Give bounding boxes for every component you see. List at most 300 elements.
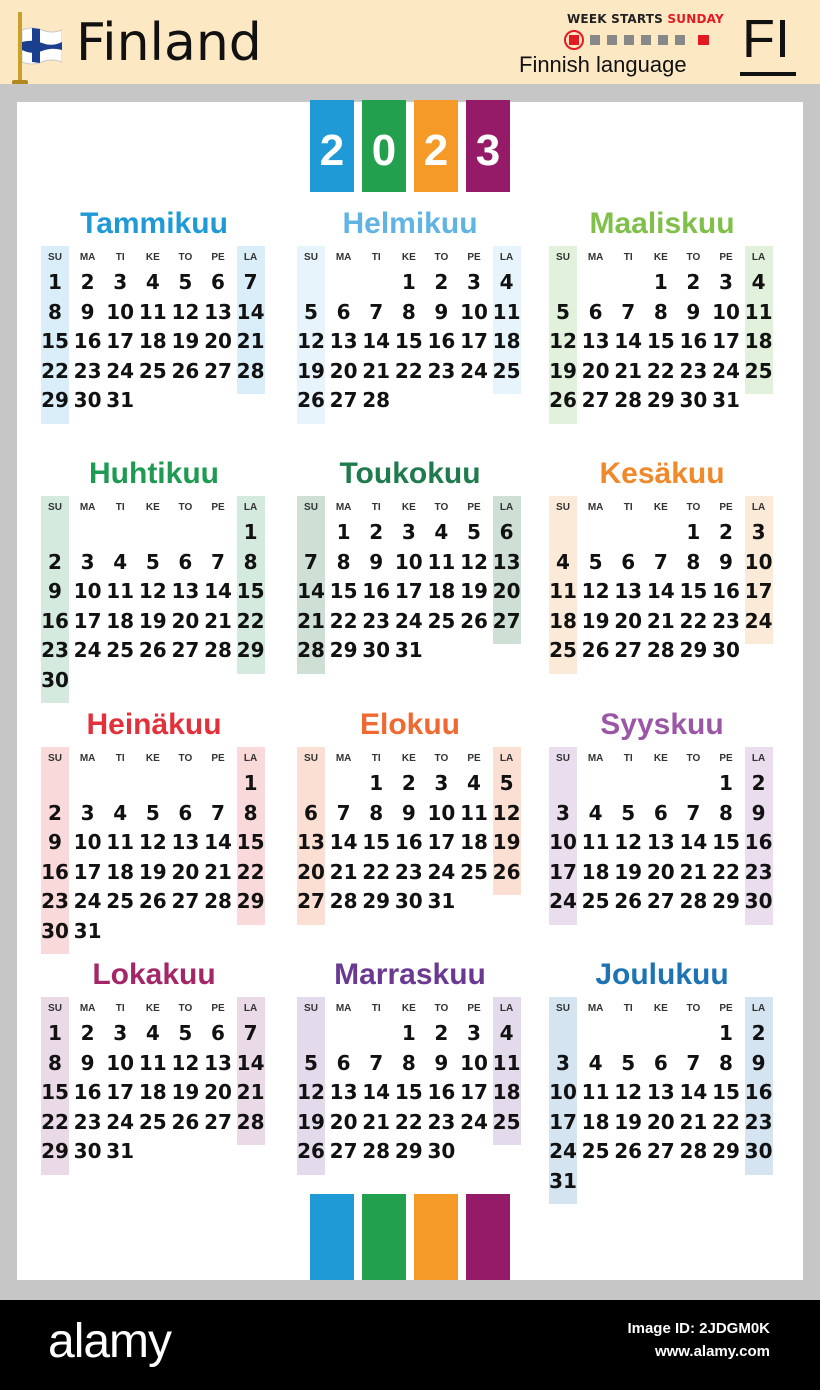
day-cell: 10 <box>712 299 740 324</box>
weekday-label: TO <box>686 1003 701 1014</box>
day-cell: 31 <box>712 388 740 412</box>
weekday-label: KE <box>401 502 416 513</box>
day-cell: 10 <box>427 800 456 825</box>
weekday-label: MA <box>335 252 352 263</box>
weekday-label: SU <box>48 252 62 263</box>
day-cell: 10 <box>73 830 102 854</box>
weekday-label: SU <box>304 502 318 513</box>
weekday-label: PE <box>211 252 225 263</box>
month-title: Marraskuu <box>334 958 486 991</box>
day-cell: 9 <box>401 800 416 825</box>
day-cell: 29 <box>712 889 740 913</box>
weekday-label: LA <box>751 1003 766 1014</box>
day-cell: 19 <box>492 830 521 854</box>
day-cell: 5 <box>145 800 160 825</box>
day-cell: 6 <box>211 270 225 294</box>
weekday-label: SU <box>48 1003 62 1014</box>
week-starts-day: SUNDAY <box>667 12 724 26</box>
day-cell: 29 <box>41 1139 69 1163</box>
day-cell: 30 <box>712 638 740 662</box>
day-cell: 16 <box>41 608 69 633</box>
day-cell: 24 <box>394 608 423 633</box>
weekday-label: PE <box>719 502 733 513</box>
month-helmikuu <box>297 206 531 442</box>
month-title: Tammikuu <box>80 207 228 240</box>
day-cell: 26 <box>297 1139 325 1163</box>
day-cell: 7 <box>621 299 636 324</box>
site-url: www.alamy.com <box>654 1343 770 1360</box>
day-cell: 23 <box>73 358 102 383</box>
day-cell: 5 <box>588 549 603 574</box>
day-cell: 19 <box>171 1080 200 1104</box>
month-elokuu <box>297 707 531 943</box>
day-cell: 20 <box>204 1080 232 1104</box>
day-cell: 10 <box>460 1050 488 1075</box>
day-cell: 20 <box>204 329 232 353</box>
day-cell: 13 <box>646 830 675 854</box>
weekday-label: MA <box>79 252 96 263</box>
day-cell: 24 <box>549 1139 577 1163</box>
day-cell: 4 <box>588 1050 603 1075</box>
day-cell: 23 <box>41 889 69 913</box>
day-cell: 20 <box>171 608 200 633</box>
day-cell: 13 <box>492 549 521 574</box>
day-cell: 28 <box>236 1109 265 1134</box>
day-cell: 13 <box>171 579 200 603</box>
weekday-label: SU <box>556 252 570 263</box>
weekday-label: SU <box>304 252 318 263</box>
day-cell: 6 <box>336 299 351 324</box>
week-start-indicator-icon <box>564 30 714 50</box>
day-cell: 28 <box>614 388 643 412</box>
day-cell: 21 <box>679 1109 708 1134</box>
day-cell: 11 <box>492 299 521 324</box>
day-cell: 1 <box>336 520 351 544</box>
day-cell: 11 <box>581 830 610 854</box>
day-cell: 22 <box>394 1109 423 1134</box>
day-cell: 9 <box>686 299 701 324</box>
month-title: Kesäkuu <box>599 457 725 490</box>
weekday-label: TO <box>686 502 701 513</box>
day-cell: 10 <box>744 549 773 574</box>
day-cell: 27 <box>329 1139 358 1163</box>
day-cell: 21 <box>297 608 325 633</box>
day-cell: 6 <box>336 1050 351 1075</box>
weekday-label: TI <box>115 1003 125 1014</box>
weekday-label: TO <box>434 1003 449 1014</box>
day-cell: 31 <box>394 638 423 662</box>
day-cell: 19 <box>549 358 577 383</box>
day-cell: 13 <box>329 1080 358 1104</box>
day-cell: 19 <box>138 859 167 884</box>
weekday-label: SU <box>556 753 570 764</box>
day-cell: 22 <box>712 1109 740 1134</box>
day-cell: 30 <box>744 1139 773 1163</box>
day-cell: 30 <box>427 1139 456 1163</box>
weekday-label: MA <box>587 1003 604 1014</box>
day-cell: 2 <box>369 520 384 544</box>
day-cell: 29 <box>712 1139 740 1163</box>
day-cell: 26 <box>138 638 167 662</box>
day-cell: 23 <box>712 608 740 633</box>
day-cell: 17 <box>744 579 773 603</box>
day-cell: 8 <box>48 299 62 324</box>
day-cell: 30 <box>394 889 423 913</box>
day-cell: 14 <box>646 579 675 603</box>
day-cell: 17 <box>427 830 456 854</box>
day-cell: 2 <box>80 270 95 294</box>
day-cell: 17 <box>106 329 135 353</box>
day-cell: 24 <box>427 859 456 884</box>
day-cell: 15 <box>679 579 708 603</box>
day-cell: 24 <box>712 358 740 383</box>
day-cell: 10 <box>394 549 423 574</box>
day-cell: 18 <box>427 579 456 603</box>
day-cell: 30 <box>73 1139 102 1163</box>
day-cell: 15 <box>236 579 265 603</box>
day-cell: 24 <box>73 889 102 913</box>
week-starts-label <box>567 12 724 26</box>
weekday-label: TO <box>686 753 701 764</box>
day-cell: 28 <box>204 889 232 913</box>
day-cell: 27 <box>171 638 200 662</box>
day-cell: 30 <box>362 638 391 662</box>
day-cell: 22 <box>41 358 69 383</box>
day-cell: 23 <box>73 1109 102 1134</box>
day-cell: 19 <box>297 358 325 383</box>
day-cell: 4 <box>145 1021 160 1045</box>
day-cell: 29 <box>41 388 69 412</box>
brand-logo: alamy <box>48 1315 172 1368</box>
day-cell: 2 <box>719 520 733 544</box>
day-cell: 24 <box>460 358 488 383</box>
day-cell: 17 <box>460 329 488 353</box>
day-cell: 14 <box>236 299 265 324</box>
weekday-label: LA <box>751 502 766 513</box>
weekday-label: MA <box>587 753 604 764</box>
day-cell: 16 <box>427 1080 456 1104</box>
day-cell: 17 <box>712 329 740 353</box>
day-cell: 2 <box>434 1021 449 1045</box>
day-cell: 17 <box>394 579 423 603</box>
day-cell: 25 <box>106 889 135 913</box>
weekday-label: MA <box>79 1003 96 1014</box>
day-cell: 25 <box>460 859 488 884</box>
weekday-label: KE <box>653 1003 668 1014</box>
day-cell: 3 <box>113 270 128 294</box>
day-cell: 16 <box>73 1080 102 1104</box>
month-lokakuu <box>41 957 275 1193</box>
day-cell: 30 <box>41 667 69 692</box>
day-cell: 27 <box>646 889 675 913</box>
day-cell: 6 <box>499 520 514 544</box>
weekday-label: KE <box>653 502 668 513</box>
day-cell: 16 <box>744 830 773 854</box>
day-cell: 6 <box>653 800 668 825</box>
day-cell: 8 <box>686 549 701 574</box>
month-title: Joulukuu <box>595 958 729 991</box>
weekday-label: MA <box>587 502 604 513</box>
day-cell: 13 <box>614 579 643 603</box>
day-cell: 12 <box>581 579 610 603</box>
day-cell: 11 <box>581 1080 610 1104</box>
day-cell: 10 <box>106 299 135 324</box>
day-cell: 28 <box>362 1139 391 1163</box>
day-cell: 14 <box>204 579 232 603</box>
weekday-label: MA <box>79 753 96 764</box>
day-cell: 22 <box>236 608 265 633</box>
day-cell: 18 <box>106 608 135 633</box>
day-cell: 3 <box>80 549 95 574</box>
day-cell: 27 <box>581 388 610 412</box>
day-cell: 13 <box>204 1050 232 1075</box>
day-cell: 14 <box>329 830 358 854</box>
day-cell: 2 <box>751 771 766 795</box>
day-cell: 23 <box>744 859 773 884</box>
day-cell: 15 <box>362 830 391 854</box>
week-starts-prefix: WEEK STARTS <box>567 12 664 26</box>
day-cell: 7 <box>686 1050 701 1075</box>
weekday-label: MA <box>335 502 352 513</box>
day-cell: 16 <box>679 329 708 353</box>
weekday-label: LA <box>243 1003 258 1014</box>
day-cell: 10 <box>549 830 577 854</box>
day-cell: 23 <box>744 1109 773 1134</box>
day-cell: 15 <box>646 329 675 353</box>
day-cell: 25 <box>492 358 521 383</box>
day-cell: 21 <box>646 608 675 633</box>
day-cell: 20 <box>492 579 521 603</box>
day-cell: 7 <box>304 549 318 574</box>
weekday-label: SU <box>48 753 62 764</box>
day-cell: 21 <box>362 1109 391 1134</box>
day-cell: 26 <box>138 889 167 913</box>
day-cell: 2 <box>48 549 62 574</box>
day-cell: 1 <box>369 771 384 795</box>
day-cell: 16 <box>712 579 740 603</box>
day-cell: 15 <box>41 1080 69 1104</box>
day-cell: 28 <box>679 1139 708 1163</box>
day-cell: 6 <box>178 800 193 825</box>
day-cell: 28 <box>297 638 325 662</box>
weekday-label: LA <box>499 252 514 263</box>
weekday-label: KE <box>401 252 416 263</box>
day-cell: 29 <box>679 638 708 662</box>
day-cell: 11 <box>549 579 577 603</box>
year-color-bar <box>310 1194 354 1280</box>
day-cell: 8 <box>336 549 351 574</box>
day-cell: 9 <box>751 1050 766 1075</box>
day-cell: 20 <box>646 859 675 884</box>
weekday-label: KE <box>145 502 160 513</box>
country-code: FI <box>742 9 790 69</box>
weekday-label: TO <box>434 252 449 263</box>
finland-flag-icon <box>22 26 62 66</box>
month-title: Elokuu <box>359 708 460 741</box>
day-cell: 1 <box>686 520 701 544</box>
day-cell: 26 <box>581 638 610 662</box>
day-cell: 11 <box>492 1050 521 1075</box>
day-cell: 9 <box>434 1050 449 1075</box>
day-cell: 8 <box>369 800 384 825</box>
weekday-label: SU <box>48 502 62 513</box>
day-cell: 5 <box>556 299 570 324</box>
day-cell: 19 <box>138 608 167 633</box>
day-cell: 4 <box>145 270 160 294</box>
day-cell: 3 <box>401 520 416 544</box>
day-cell: 11 <box>460 800 488 825</box>
day-cell: 6 <box>653 1050 668 1075</box>
day-cell: 5 <box>304 299 318 324</box>
day-cell: 12 <box>549 329 577 353</box>
weekday-label: PE <box>719 252 733 263</box>
weekday-label: KE <box>145 252 160 263</box>
day-cell: 21 <box>362 358 391 383</box>
day-cell: 3 <box>467 270 481 294</box>
day-cell: 31 <box>106 1139 135 1163</box>
day-cell: 15 <box>712 1080 740 1104</box>
day-cell: 2 <box>80 1021 95 1045</box>
day-cell: 6 <box>178 549 193 574</box>
year-color-bar <box>362 1194 406 1280</box>
day-cell: 7 <box>369 299 384 324</box>
day-cell: 1 <box>719 1021 733 1045</box>
day-cell: 18 <box>138 329 167 353</box>
day-cell: 18 <box>744 329 773 353</box>
day-cell: 27 <box>297 889 325 913</box>
weekday-label: TI <box>371 502 381 513</box>
weekday-label: SU <box>304 753 318 764</box>
weekday-label: TI <box>115 753 125 764</box>
day-cell: 25 <box>581 1139 610 1163</box>
day-cell: 9 <box>48 830 62 854</box>
day-cell: 28 <box>204 638 232 662</box>
watermark-footer <box>0 1300 820 1390</box>
day-cell: 25 <box>549 638 577 662</box>
day-cell: 29 <box>394 1139 423 1163</box>
day-cell: 14 <box>204 830 232 854</box>
weekday-label: KE <box>653 753 668 764</box>
weekday-label: PE <box>467 1003 481 1014</box>
weekday-label: SU <box>556 502 570 513</box>
weekday-label: SU <box>304 1003 318 1014</box>
day-cell: 22 <box>329 608 358 633</box>
day-cell: 23 <box>427 1109 456 1134</box>
day-cell: 30 <box>679 388 708 412</box>
day-cell: 16 <box>41 859 69 884</box>
day-cell: 3 <box>80 800 95 825</box>
day-cell: 30 <box>73 388 102 412</box>
weekday-label: TI <box>115 252 125 263</box>
day-cell: 31 <box>427 889 456 913</box>
day-cell: 28 <box>236 358 265 383</box>
day-cell: 1 <box>401 270 416 294</box>
month-heinäkuu <box>41 707 275 943</box>
day-cell: 10 <box>549 1080 577 1104</box>
day-cell: 30 <box>744 889 773 913</box>
day-cell: 10 <box>460 299 488 324</box>
day-cell: 8 <box>719 1050 733 1075</box>
weekday-label: KE <box>401 1003 416 1014</box>
day-cell: 13 <box>329 329 358 353</box>
day-cell: 16 <box>427 329 456 353</box>
month-title: Toukokuu <box>339 457 481 490</box>
day-cell: 14 <box>297 579 325 603</box>
weekday-label: TI <box>623 753 633 764</box>
year-digit: 3 <box>466 100 510 192</box>
day-cell: 4 <box>499 1021 514 1045</box>
weekday-label: KE <box>653 252 668 263</box>
day-cell: 22 <box>236 859 265 884</box>
day-cell: 25 <box>744 358 773 383</box>
day-cell: 12 <box>614 1080 643 1104</box>
day-cell: 1 <box>401 1021 416 1045</box>
day-cell: 16 <box>744 1080 773 1104</box>
day-cell: 5 <box>621 1050 636 1075</box>
day-cell: 20 <box>614 608 643 633</box>
day-cell: 29 <box>329 638 358 662</box>
day-cell: 12 <box>297 1080 325 1104</box>
day-cell: 8 <box>48 1050 62 1075</box>
day-cell: 1 <box>243 771 258 795</box>
year-color-bar <box>414 1194 458 1280</box>
day-cell: 14 <box>362 329 391 353</box>
day-cell: 30 <box>41 918 69 943</box>
day-cell: 14 <box>679 1080 708 1104</box>
day-cell: 22 <box>41 1109 69 1134</box>
day-cell: 22 <box>679 608 708 633</box>
day-cell: 20 <box>646 1109 675 1134</box>
day-cell: 12 <box>492 800 521 825</box>
day-cell: 5 <box>178 270 193 294</box>
month-title: Syyskuu <box>600 708 724 741</box>
day-cell: 23 <box>362 608 391 633</box>
month-tammikuu <box>41 206 275 442</box>
day-cell: 12 <box>138 579 167 603</box>
day-cell: 21 <box>329 859 358 884</box>
day-cell: 3 <box>434 771 449 795</box>
day-cell: 26 <box>549 388 577 412</box>
language-label: Finnish language <box>519 52 687 77</box>
weekday-label: TI <box>371 753 381 764</box>
day-cell: 19 <box>581 608 610 633</box>
month-title: Maaliskuu <box>589 207 735 240</box>
weekday-label: TI <box>623 252 633 263</box>
day-cell: 26 <box>171 1109 200 1134</box>
day-cell: 20 <box>581 358 610 383</box>
day-cell: 18 <box>138 1080 167 1104</box>
day-cell: 26 <box>460 608 488 633</box>
day-cell: 28 <box>329 889 358 913</box>
day-cell: 2 <box>48 800 62 825</box>
day-cell: 14 <box>362 1080 391 1104</box>
weekday-label: PE <box>211 502 225 513</box>
weekday-label: LA <box>751 753 766 764</box>
day-cell: 22 <box>712 859 740 884</box>
day-cell: 17 <box>549 859 577 884</box>
day-cell: 21 <box>236 1080 265 1104</box>
day-cell: 15 <box>394 329 423 353</box>
weekday-label: TO <box>178 502 193 513</box>
day-cell: 12 <box>171 1050 200 1075</box>
day-cell: 11 <box>427 549 456 574</box>
day-cell: 24 <box>106 1109 135 1134</box>
day-cell: 18 <box>492 329 521 353</box>
day-cell: 13 <box>204 299 232 324</box>
day-cell: 27 <box>492 608 521 633</box>
day-cell: 5 <box>178 1021 193 1045</box>
weekday-label: PE <box>719 753 733 764</box>
